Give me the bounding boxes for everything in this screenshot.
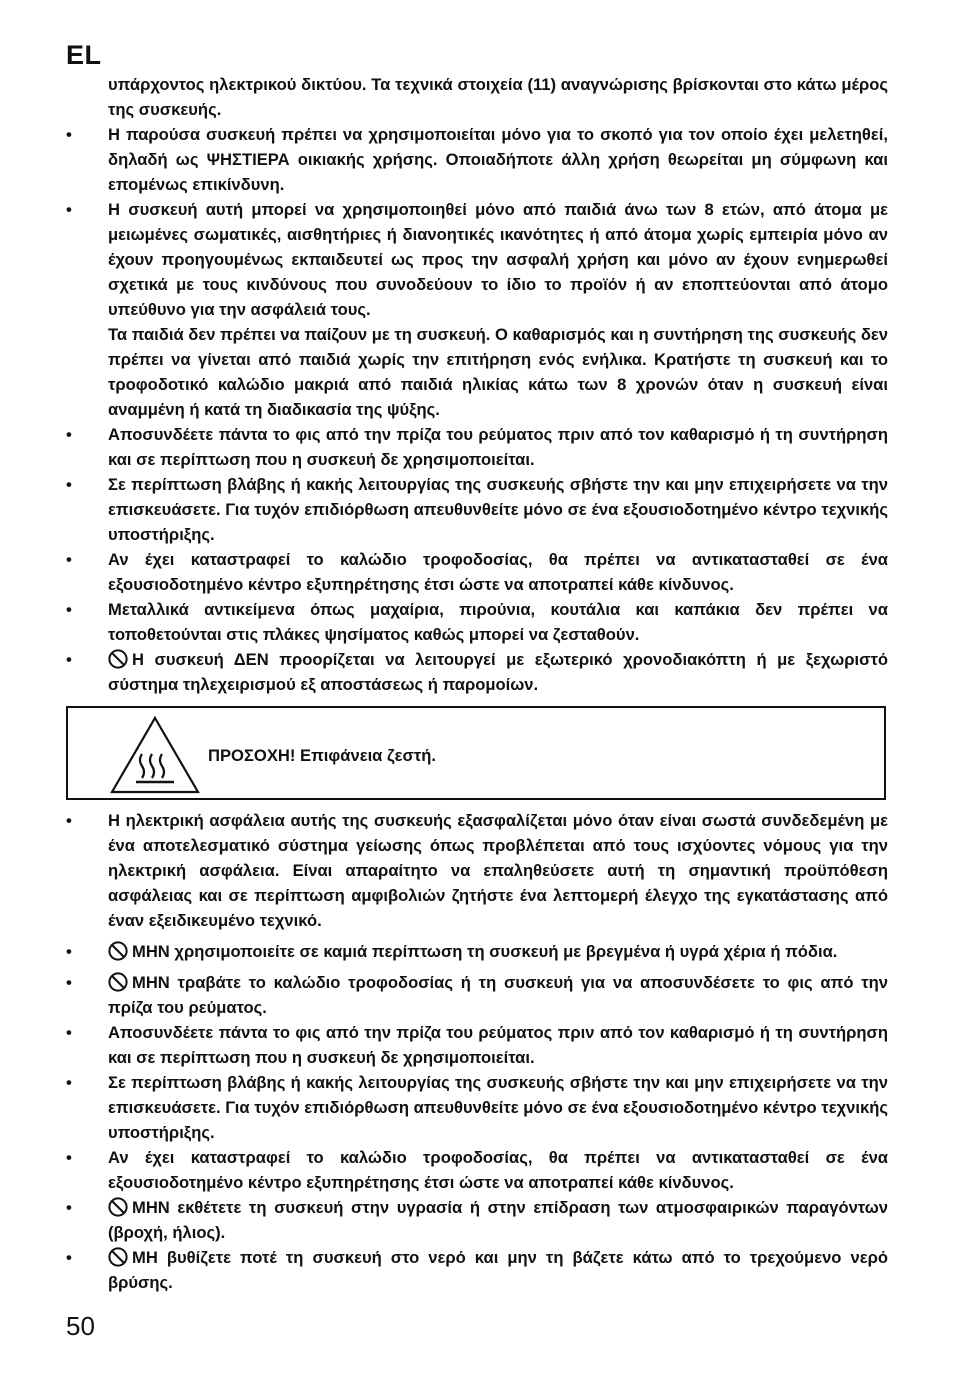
bullet-icon: • (66, 1248, 72, 1267)
list-item-text: ΜΗΝ εκθέτετε τη συσκευή στην υγρασία ή στην επίδραση των ατμοσφαιρικών παραγόντων (βροχή, ήλιος). (108, 1198, 888, 1242)
list-item (66, 939, 888, 964)
list-item-text: Σε περίπτωση βλάβης ή κακής λειτουργίας της συσκευής σβήστε την και μην επιχειρήσετε να την επισκευάσετε. Για τυχόν επιδιόρθωση απευθυνθείτε μόνο σε ένα εξουσιοδοτημένο κέντρο τεχνικής υποστήριξης. (108, 1073, 888, 1142)
bullet-icon: • (66, 425, 72, 444)
list-item (66, 1020, 888, 1070)
bullet-icon: • (66, 200, 72, 219)
list-item-text: Αποσυνδέετε πάντα το φις από την πρίζα του ρεύματος πριν από τον καθαρισμό ή τη συντήρηση και σε περίπτωση που η συσκευή δε χρησιμοποιείται. (108, 1023, 888, 1067)
prohibition-icon (108, 1247, 128, 1267)
bullet-icon: • (66, 1073, 72, 1092)
list-item (66, 197, 888, 422)
list-item (66, 970, 888, 1020)
prohibition-icon (108, 941, 128, 961)
list-item (66, 422, 888, 472)
list-item-text: Η συσκευή ΔΕΝ προορίζεται να λειτουργεί με εξωτερικό χρονοδιακόπτη ή με ξεχωριστό σύστημα τηλεχειρισμού εξ αποστάσεως ή παρομοίων. (108, 650, 888, 694)
page-number: 50 (66, 1311, 95, 1341)
bullet-icon: • (66, 550, 72, 569)
bullet-icon: • (66, 125, 72, 144)
list-item-text: Η συσκευή αυτή μπορεί να χρησιμοποιηθεί μόνο από παιδιά άνω των 8 ετών, από άτομα με μειωμένες σωματικές, αισθητήριες ή διανοητικές ικανότητες ή από άτομα χωρίς εμπειρία μόνο αν έχουν προηγουμένως εκπαιδευτεί ως προς την ασφαλή χρήση και μόνο αν έχουν ενημερωθεί σχετικά με τους κινδύνους που συνοδεύουν το ίδιο το προϊόν ή αν εποπτεύονται από άτομο υπεύθυνο για την ασφάλειά τους. (108, 200, 888, 319)
list-item (66, 1195, 888, 1245)
list-item-subparagraph: Τα παιδιά δεν πρέπει να παίζουν με τη συσκευή. Ο καθαρισμός και η συντήρηση της συσκευής δεν πρέπει να γίνεται από παιδιά χωρίς την επιτήρηση ενός ενήλικα. Κρατήστε τη συσκευή και το τροφοδοτικό καλώδιο μακριά από παιδιά ηλικίας κάτω των 8 χρονών όταν η συσκευή είναι αναμμένη ή κατά τη διαδικασία της ψύξης. (108, 325, 888, 419)
bullet-icon: • (66, 650, 72, 669)
hot-surface-warning-box (66, 706, 886, 800)
bullet-icon: • (66, 1198, 72, 1217)
warning-text: ΠΡΟΣΟΧΗ! Επιφάνεια ζεστή. (208, 746, 437, 765)
instructions-bottom (66, 808, 888, 1295)
intro-paragraph: υπάρχοντος ηλεκτρικού δικτύου. Τα τεχνικά στοιχεία (11) αναγνώρισης βρίσκονται στο κάτω μέρος της συσκευής. (108, 75, 888, 119)
list-item (66, 1145, 888, 1195)
bullet-icon: • (66, 1023, 72, 1042)
list-item (66, 1070, 888, 1145)
list-item-text: Η παρούσα συσκευή πρέπει να χρησιμοποιείται μόνο για το σκοπό για τον οποίο έχει μελετηθεί, δηλαδή ως ΨΗΣΤΙΕΡΑ οικιακής χρήσης. Οποιαδήποτε άλλη χρήση θεωρείται μη σύμφωνη και επομένως επικίνδυνη. (108, 125, 888, 194)
list-item (66, 122, 888, 197)
bullet-icon: • (66, 811, 72, 830)
safety-list-top (66, 122, 888, 697)
list-item (66, 547, 888, 597)
list-item-text: Μεταλλικά αντικείμενα όπως μαχαίρια, πιρούνια, κουτάλια και καπάκια δεν πρέπει να τοποθετούνται στις πλάκες ψησίματος καθώς μπορεί να ζεσταθούν. (108, 600, 888, 644)
list-item (66, 597, 888, 647)
safety-list-bottom (66, 808, 888, 1295)
prohibition-icon (108, 649, 128, 669)
prohibition-icon (108, 1197, 128, 1217)
bullet-icon: • (66, 942, 72, 961)
list-item-text: Η ηλεκτρική ασφάλεια αυτής της συσκευής εξασφαλίζεται μόνο όταν είναι σωστά συνδεδεμένη με ένα αποτελεσματικό σύστημα γείωσης όπως προβλέπεται από τους ισχύοντες νόμους για την ηλεκτρική ασφάλεια. Είναι απαραίτητο να επαληθεύσετε αυτή τη σημαντική προϋπόθεση ασφάλειας και σε περίπτωση αμφιβολιών ζητήστε ένα λεπτομερή έλεγχο της εγκατάστασης από έναν εξειδικευμένο τεχνικό. (108, 811, 888, 930)
bullet-icon: • (66, 973, 72, 992)
list-item-text: Αν έχει καταστραφεί το καλώδιο τροφοδοσίας, θα πρέπει να αντικατασταθεί σε ένα εξουσιοδοτημένο κέντρο εξυπηρέτησης έτσι ώστε να αποτραπεί κάθε κίνδυνος. (108, 1148, 888, 1192)
bullet-icon: • (66, 475, 72, 494)
list-item (66, 808, 888, 933)
instructions-top (66, 72, 888, 697)
bullet-icon: • (66, 600, 72, 619)
list-item-text: ΜΗ βυθίζετε ποτέ τη συσκευή στο νερό και μην τη βάζετε κάτω από το τρεχούμενο νερό βρύσης. (108, 1248, 888, 1292)
list-item-text: ΜΗΝ τραβάτε το καλώδιο τροφοδοσίας ή τη συσκευή για να αποσυνδέσετε το φις από την πρίζα του ρεύματος. (108, 973, 888, 1017)
prohibition-icon (108, 972, 128, 992)
language-tag: EL (66, 40, 102, 70)
list-item-text: Αν έχει καταστραφεί το καλώδιο τροφοδοσίας, θα πρέπει να αντικατασταθεί σε ένα εξουσιοδοτημένο κέντρο εξυπηρέτησης έτσι ώστε να αποτραπεί κάθε κίνδυνος. (108, 550, 888, 594)
list-item (66, 472, 888, 547)
list-item-text: Αποσυνδέετε πάντα το φις από την πρίζα του ρεύματος πριν από τον καθαρισμό ή τη συντήρηση και σε περίπτωση που η συσκευή δε χρησιμοποιείται. (108, 425, 888, 469)
hot-surface-warning-icon (108, 714, 202, 796)
list-item (66, 1245, 888, 1295)
bullet-icon: • (66, 1148, 72, 1167)
list-item-text: Σε περίπτωση βλάβης ή κακής λειτουργίας της συσκευής σβήστε την και μην επιχειρήσετε να την επισκευάσετε. Για τυχόν επιδιόρθωση απευθυνθείτε μόνο σε ένα εξουσιοδοτημένο κέντρο τεχνικής υποστήριξης. (108, 475, 888, 544)
list-item-text: ΜΗΝ χρησιμοποιείτε σε καμιά περίπτωση τη συσκευή με βρεγμένα ή υγρά χέρια ή πόδια. (108, 939, 888, 964)
list-item (66, 647, 888, 697)
